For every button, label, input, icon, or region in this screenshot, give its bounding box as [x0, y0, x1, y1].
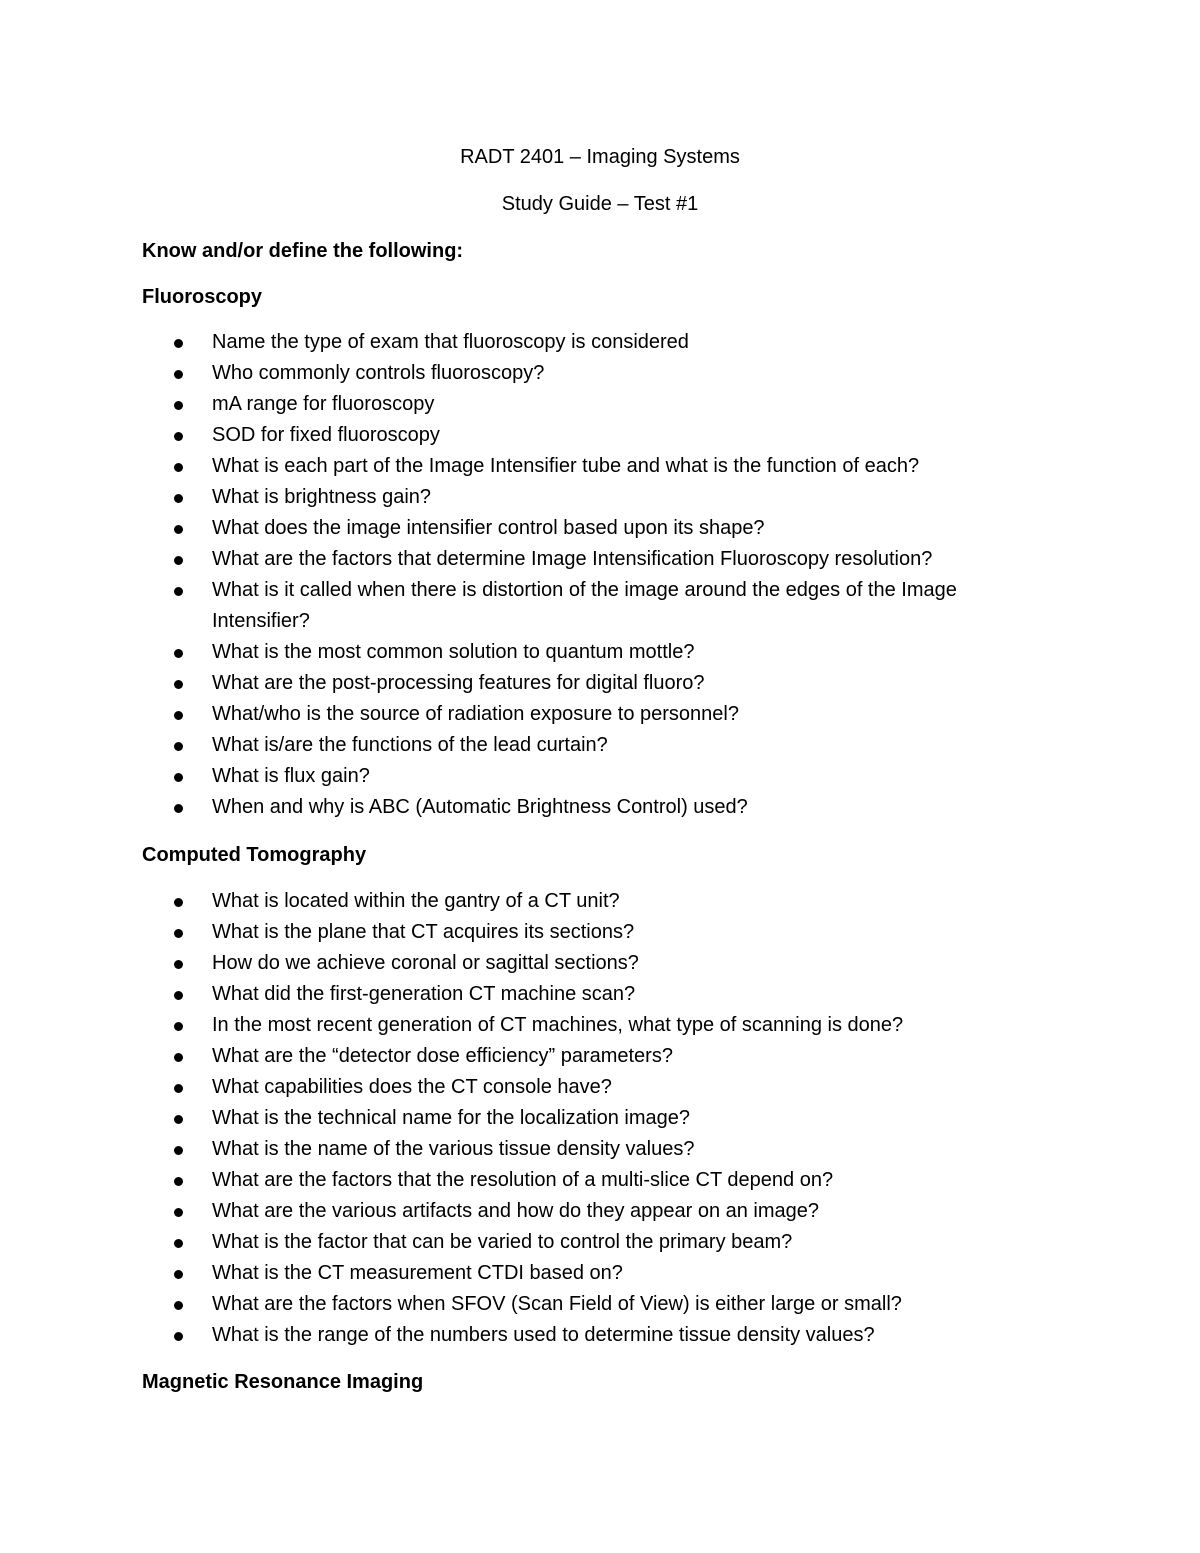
list-item: What is the factor that can be varied to control the primary beam?	[172, 1227, 1052, 1258]
list-item: Name the type of exam that fluoroscopy is considered	[172, 327, 1052, 358]
list-item: What is flux gain?	[172, 761, 1052, 792]
list-item: What is located within the gantry of a CT unit?	[172, 886, 1052, 917]
bullet-icon	[174, 991, 183, 1000]
bullet-icon	[174, 1146, 183, 1155]
list-item: What are the factors that the resolution of a multi-slice CT depend on?	[172, 1165, 1052, 1196]
bullet-icon	[174, 929, 183, 938]
bullet-icon	[174, 1239, 183, 1248]
list-item: What is the plane that CT acquires its sections?	[172, 917, 1052, 948]
list-item: What is it called when there is distortion of the image around the edges of the Image Intensifier?	[172, 575, 1052, 637]
list-item: What is brightness gain?	[172, 482, 1052, 513]
list-item: What are the “detector dose efficiency” parameters?	[172, 1041, 1052, 1072]
bullet-icon	[174, 1084, 183, 1093]
list-item: In the most recent generation of CT machines, what type of scanning is done?	[172, 1010, 1052, 1041]
list-item: mA range for fluoroscopy	[172, 389, 1052, 420]
bullet-icon	[174, 1208, 183, 1217]
bullet-icon	[174, 804, 183, 813]
bullet-icon	[174, 463, 183, 472]
bullet-icon	[174, 649, 183, 658]
bullet-icon	[174, 494, 183, 503]
course-title: RADT 2401 – Imaging Systems	[460, 146, 740, 168]
list-item: What are the post-processing features for digital fluoro?	[172, 668, 1052, 699]
bullet-icon	[174, 1177, 183, 1186]
list-item: What is the CT measurement CTDI based on?	[172, 1258, 1052, 1289]
list-item: Who commonly controls fluoroscopy?	[172, 358, 1052, 389]
list-item: What capabilities does the CT console have?	[172, 1072, 1052, 1103]
fluoroscopy-list	[172, 327, 1052, 823]
bullet-icon	[174, 960, 183, 969]
list-item: What is the name of the various tissue density values?	[172, 1134, 1052, 1165]
bullet-icon	[174, 432, 183, 441]
bullet-icon	[174, 370, 183, 379]
bullet-icon	[174, 525, 183, 534]
bullet-icon	[174, 773, 183, 782]
computed-tomography-list	[172, 886, 1052, 1351]
list-item: What are the various artifacts and how do they appear on an image?	[172, 1196, 1052, 1227]
list-item: What is the range of the numbers used to determine tissue density values?	[172, 1320, 1052, 1351]
bullet-icon	[174, 711, 183, 720]
list-item: What is the technical name for the localization image?	[172, 1103, 1052, 1134]
bullet-icon	[174, 587, 183, 596]
list-item: What is/are the functions of the lead curtain?	[172, 730, 1052, 761]
list-item: What is the most common solution to quantum mottle?	[172, 637, 1052, 668]
list-item: What/who is the source of radiation exposure to personnel?	[172, 699, 1052, 730]
section-heading-computed-tomography: Computed Tomography	[142, 844, 367, 866]
bullet-icon	[174, 1332, 183, 1341]
list-item: What are the factors when SFOV (Scan Field of View) is either large or small?	[172, 1289, 1052, 1320]
section-heading-magnetic-resonance-imaging: Magnetic Resonance Imaging	[142, 1371, 424, 1393]
list-item: When and why is ABC (Automatic Brightness Control) used?	[172, 792, 1052, 823]
bullet-icon	[174, 898, 183, 907]
bullet-icon	[174, 1053, 183, 1062]
bullet-icon	[174, 1022, 183, 1031]
bullet-icon	[174, 1115, 183, 1124]
bullet-icon	[174, 1270, 183, 1279]
list-item: What did the first-generation CT machine scan?	[172, 979, 1052, 1010]
bullet-icon	[174, 556, 183, 565]
bullet-icon	[174, 401, 183, 410]
bullet-icon	[174, 742, 183, 751]
list-item: What are the factors that determine Image Intensification Fluoroscopy resolution?	[172, 544, 1052, 575]
list-item: How do we achieve coronal or sagittal sections?	[172, 948, 1052, 979]
bullet-icon	[174, 1301, 183, 1310]
instructions-heading: Know and/or define the following:	[142, 240, 464, 262]
guide-title: Study Guide – Test #1	[501, 193, 699, 215]
list-item: SOD for fixed fluoroscopy	[172, 420, 1052, 451]
list-item: What does the image intensifier control based upon its shape?	[172, 513, 1052, 544]
list-item: What is each part of the Image Intensifier tube and what is the function of each?	[172, 451, 1052, 482]
bullet-icon	[174, 339, 183, 348]
bullet-icon	[174, 680, 183, 689]
section-heading-fluoroscopy: Fluoroscopy	[142, 286, 263, 308]
